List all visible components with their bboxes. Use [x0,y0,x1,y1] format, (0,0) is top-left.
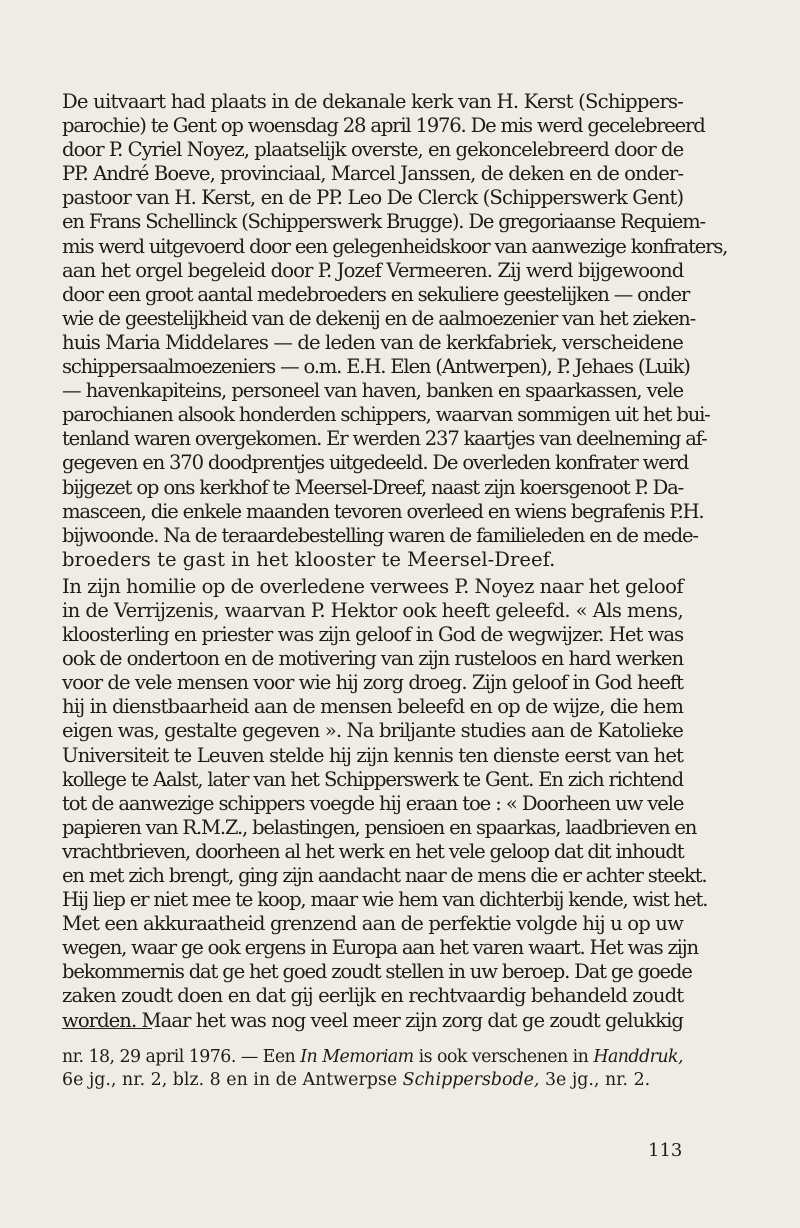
footnote-title-in-memoriam: In Memoriam [300,1047,414,1067]
footnote-title-handdruk: Handdruk, [593,1047,683,1067]
text-line: — havenkapiteins, personeel van haven, banken en spaarkassen, vele [62,379,683,403]
footnote-text: nr. 18, 29 april 1976. — Een [62,1047,301,1067]
text-line: zaken zoudt doen en dat gij eerlijk en rechtvaardig behandeld zoudt [62,984,684,1008]
footnote-separator [62,1028,152,1029]
text-line: PP. André Boeve, provinciaal, Marcel Janssen, de deken en de onder- [62,162,683,186]
text-line: parochie) te Gent op woensdag 28 april 1976. De mis werd gecelebreerd [62,114,705,138]
text-line: parochianen alsook honderden schippers, waarvan sommigen uit het bui- [62,403,710,427]
text-line: bekommernis dat ge het goed zoudt stellen in uw beroep. Dat ge goede [62,960,692,984]
text-line: De uitvaart had plaats in de dekanale kerk van H. Kerst (Schippers- [62,90,684,113]
text-line: tenland waren overgekomen. Er werden 237 kaartjes van deelneming af- [62,427,707,451]
text-line: pastoor van H. Kerst, en de PP. Leo De Clerck (Schipperswerk Gent) [62,186,684,210]
text-line: bijwoonde. Na de teraardebestelling waren de familieleden en de mede- [62,523,698,547]
text-line: voor de vele mensen voor wie hij zorg droeg. Zijn geloof in God heeft [62,671,684,695]
text-line: wegen, waar ge ook ergens in Europa aan het varen waart. Het was zijn [62,936,698,960]
paragraph [62,574,708,1033]
footnote [62,1046,683,1093]
footnote-title-schippersbode: Schippersbode, [402,1070,540,1091]
text-line: Hij liep er niet mee te koop, maar wie hem van dichterbij kende, wist het. [62,888,708,912]
text-line: door een groot aantal medebroeders en sekuliere geestelijken — onder [62,282,690,306]
footnote-text: 3e jg., nr. 2. [539,1070,651,1091]
text-line: huis Maria Middelares — de leden van de kerkfabriek, verscheidene [62,330,683,354]
text-line: in de Verrijzenis, waarvan P. Hektor ook heeft geleefd. « Als mens, [62,598,684,622]
text-line: masceen, die enkele maanden tevoren overleed en wiens begrafenis P.H. [62,499,704,523]
text-line: en Frans Schellinck (Schipperswerk Brugge). De gregoriaanse Requiem- [62,210,705,234]
text-line: en met zich brengt, ging zijn aandacht naar de mens die er achter steekt. [62,864,707,887]
text-line: Universiteit te Leuven stelde hij zijn kennis ten dienste eerst van het [62,743,683,767]
text-line: vrachtbrieven, doorheen al het werk en het vele geloop dat dit inhoudt [62,839,684,863]
text-line: schippersaalmoezeniers — o.m. E.H. Elen (Antwerpen), P. Jehaes (Luik) [62,355,690,379]
text-line: aan het orgel begeleid door P. Jozef Vermeeren. Zij werd bijgewoond [62,258,684,282]
text-line: kollege te Aalst, later van het Schipperswerk te Gent. En zich richtend [62,767,683,791]
text-line: papieren van R.M.Z., belastingen, pensioen en spaarkas, laadbrieven en [62,815,697,839]
text-line: Met een akkuraatheid grenzend aan de perfektie volgde hij u op uw [62,912,683,936]
text-line: bijgezet op ons kerkhof te Meersel-Dreef, naast zijn koersgenoot P. Da- [62,475,683,499]
text-line: worden. Maar het was nog veel meer zijn zorg dat ge zoudt gelukkig [62,1008,683,1032]
footnote-text: 6e jg., nr. 2, blz. 8 en in de Antwerpse [62,1070,403,1091]
text-line: tot de aanwezige schippers voegde hij eraan toe : « Doorheen uw vele [62,791,684,815]
text-line: mis werd uitgevoerd door een gelegenheidskoor van aanwezige konfraters, [62,234,728,258]
footnote-line [62,1046,683,1069]
body-text [62,90,728,1033]
text-line: kloosterling en priester was zijn geloof in God de wegwijzer. Het was [62,623,684,647]
text-line: hij in dienstbaarheid aan de mensen beleefd en op de wijze, die hem [62,695,683,719]
footnote-text: is ook verschenen in [413,1047,594,1067]
text-line: ook de ondertoon en de motivering van zijn rusteloos en hard werken [62,647,683,671]
text-line: door P. Cyriel Noyez, plaatselijk overste, en gekoncelebreerd door de [62,138,684,162]
text-line: gegeven en 370 doodprentjes uitgedeeld. De overleden konfrater werd [62,451,689,475]
text-line: eigen was, gestalte gegeven ». Na briljante studies aan de Katolieke [62,719,683,743]
paragraph [62,90,728,572]
text-line: In zijn homilie op de overledene verwees P. Noyez naar het geloof [62,574,684,598]
text-line: wie de geestelijkheid van de dekenij en de aalmoezenier van het zieken- [62,306,695,330]
page-number: 113 [648,1140,683,1161]
footnote-line [62,1069,683,1092]
text-line: broeders te gast in het klooster te Meersel-Dreef. [62,547,556,571]
